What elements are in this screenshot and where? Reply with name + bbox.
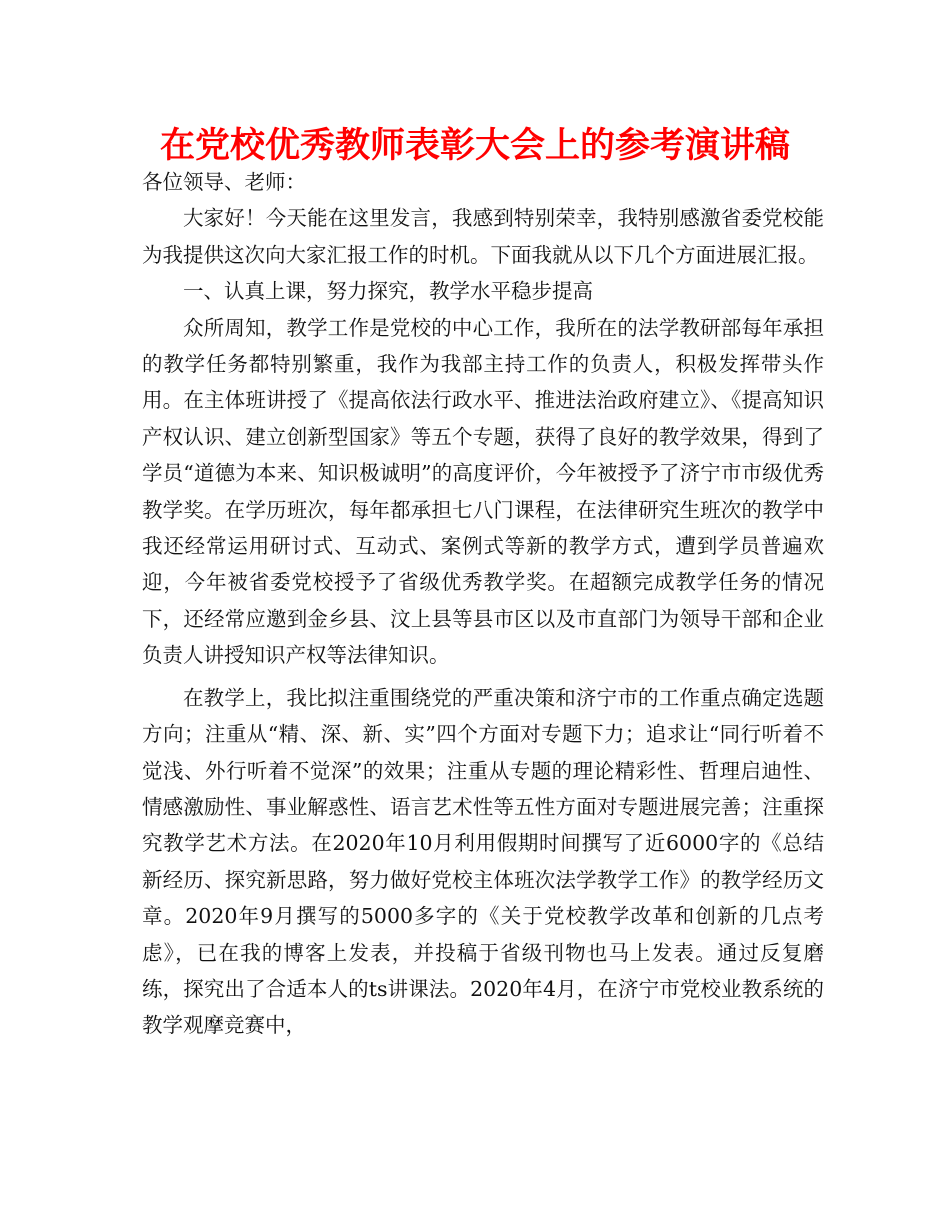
document-title: 在党校优秀教师表彰大会上的参考演讲稿 [159, 126, 790, 166]
paragraph-intro: 大家好！今天能在这里发言，我感到特别荣幸，我特别感激省委党校能为我提供这次向大家汇报工作的时机。下面我就从以下几个方面进展汇报。 [142, 206, 824, 267]
paragraph-teaching-work: 众所周知，教学工作是党校的中心工作，我所在的法学教研部每年承担的教学任务都特别繁重，我作为我部主持工作的负责人，积极发挥带头作用。在主体班讲授了《提高依法行政水平、推进法治政府建立》、《提高知识产权认识、建立创新型国家》等五个专题，获得了良好的教学效果，得到了学员“道德为本来、知识极诚明”的高度评价，今年被授予了济宁市市级优秀教学奖。在学历班次，每年都承担七八门课程，在法律研究生班次的教学中我还经常运用研讨式、互动式、案例式等新的教学方式，遭到学员普遍欢迎，今年被省委党校授予了省级优秀教学奖。在超额完成教学任务的情况下，还经常应邀到金乡县、汶上县等县市区以及市直部门为领导干部和企业负责人讲授知识产权等法律知识。 [142, 315, 824, 668]
paragraph-teaching-method: 在教学上，我比拟注重围绕党的严重决策和济宁市的工作重点确定选题方向；注重从“精、深、新、实”四个方面对专题下力；追求让“同行听着不觉浅、外行听着不觉深”的效果；注重从专题的理论精彩性、哲理启迪性、情感激励性、事业解惑性、语言艺术性等五性方面对专题进展完善；注重探究教学艺术方法。在2020年10月利用假期时间撰写了近6000字的《总结新经历、探究新思路，努力做好党校主体班次法学教学工作》的教学经历文章。2020年9月撰写的5000多字的《关于党校教学改革和创新的几点考虑》，已在我的博客上发表，并投稿于省级刊物也马上发表。通过反复磨练，探究出了合适本人的ts讲课法。2020年4月，在济宁市党校业教系统的教学观摩竞赛中， [142, 685, 824, 1038]
salutation: 各位领导、老师： [142, 170, 306, 194]
section-heading: 一、认真上课，努力探究，教学水平稳步提高 [183, 279, 593, 304]
document-body [142, 164, 824, 1044]
